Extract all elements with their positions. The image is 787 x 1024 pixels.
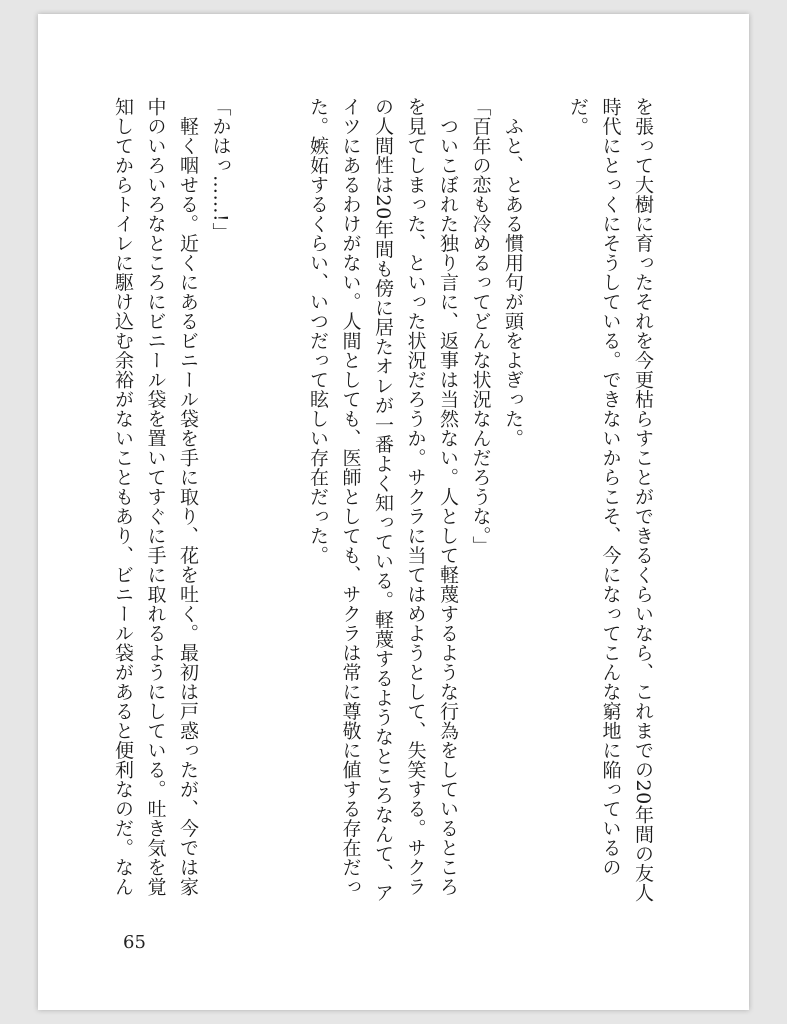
- text-line: 「百年の恋も冷めるってどんな状況なんだろうな。」: [469, 97, 492, 556]
- text-line: を見てしまった、といった状況だろうか。サクラに当てはめようとして、失笑する。サクラ: [404, 97, 427, 897]
- text-line: だ。: [567, 97, 589, 136]
- blank-line: [237, 97, 270, 897]
- text-line: 軽く咽せる。近くにあるビニール袋を手に取り、花を吐く。最初は戸惑ったが、今では家: [177, 97, 199, 897]
- book-page: [38, 14, 749, 1010]
- blank-line: [269, 97, 302, 897]
- vertical-text-body: [107, 97, 660, 903]
- text-line: イツにあるわけがない。人間としても、医師としても、サクラは常に尊敬に値する存在だっ: [339, 97, 362, 897]
- text-line: た。嫉妬するくらい、いつだって眩しい存在だった。: [307, 97, 329, 565]
- text-line: 「かはっ……!」: [209, 97, 232, 242]
- text-line: 時代にとっくにそうしている。できないからこそ、今になってこんな窮地に陥っているの: [599, 97, 622, 877]
- text-line: を張って大樹に育ったそれを今更枯らすことができるくらいなら、これまでの20年間の友人: [632, 97, 654, 903]
- text-line: 知してからトイレに駆け込む余裕がないこともあり、ビニール袋があると便利なのだ。なん: [112, 97, 134, 897]
- text-line: の人間性は20年間も傍に居たオレが一番よく知っている。軽蔑するようなところなんて、ア: [372, 97, 394, 903]
- blank-line: [529, 97, 562, 897]
- text-line: ふと、とある慣用句が頭をよぎった。: [502, 97, 524, 448]
- text-line: 中のいろいろなところにビニール袋を置いてすぐに手に取れるようにしている。吐き気を覚: [144, 97, 167, 897]
- text-line: ついこぼれた独り言に、返事は当然ない。人として軽蔑するような行為をしているところ: [437, 97, 459, 897]
- page-number: 65: [123, 932, 146, 953]
